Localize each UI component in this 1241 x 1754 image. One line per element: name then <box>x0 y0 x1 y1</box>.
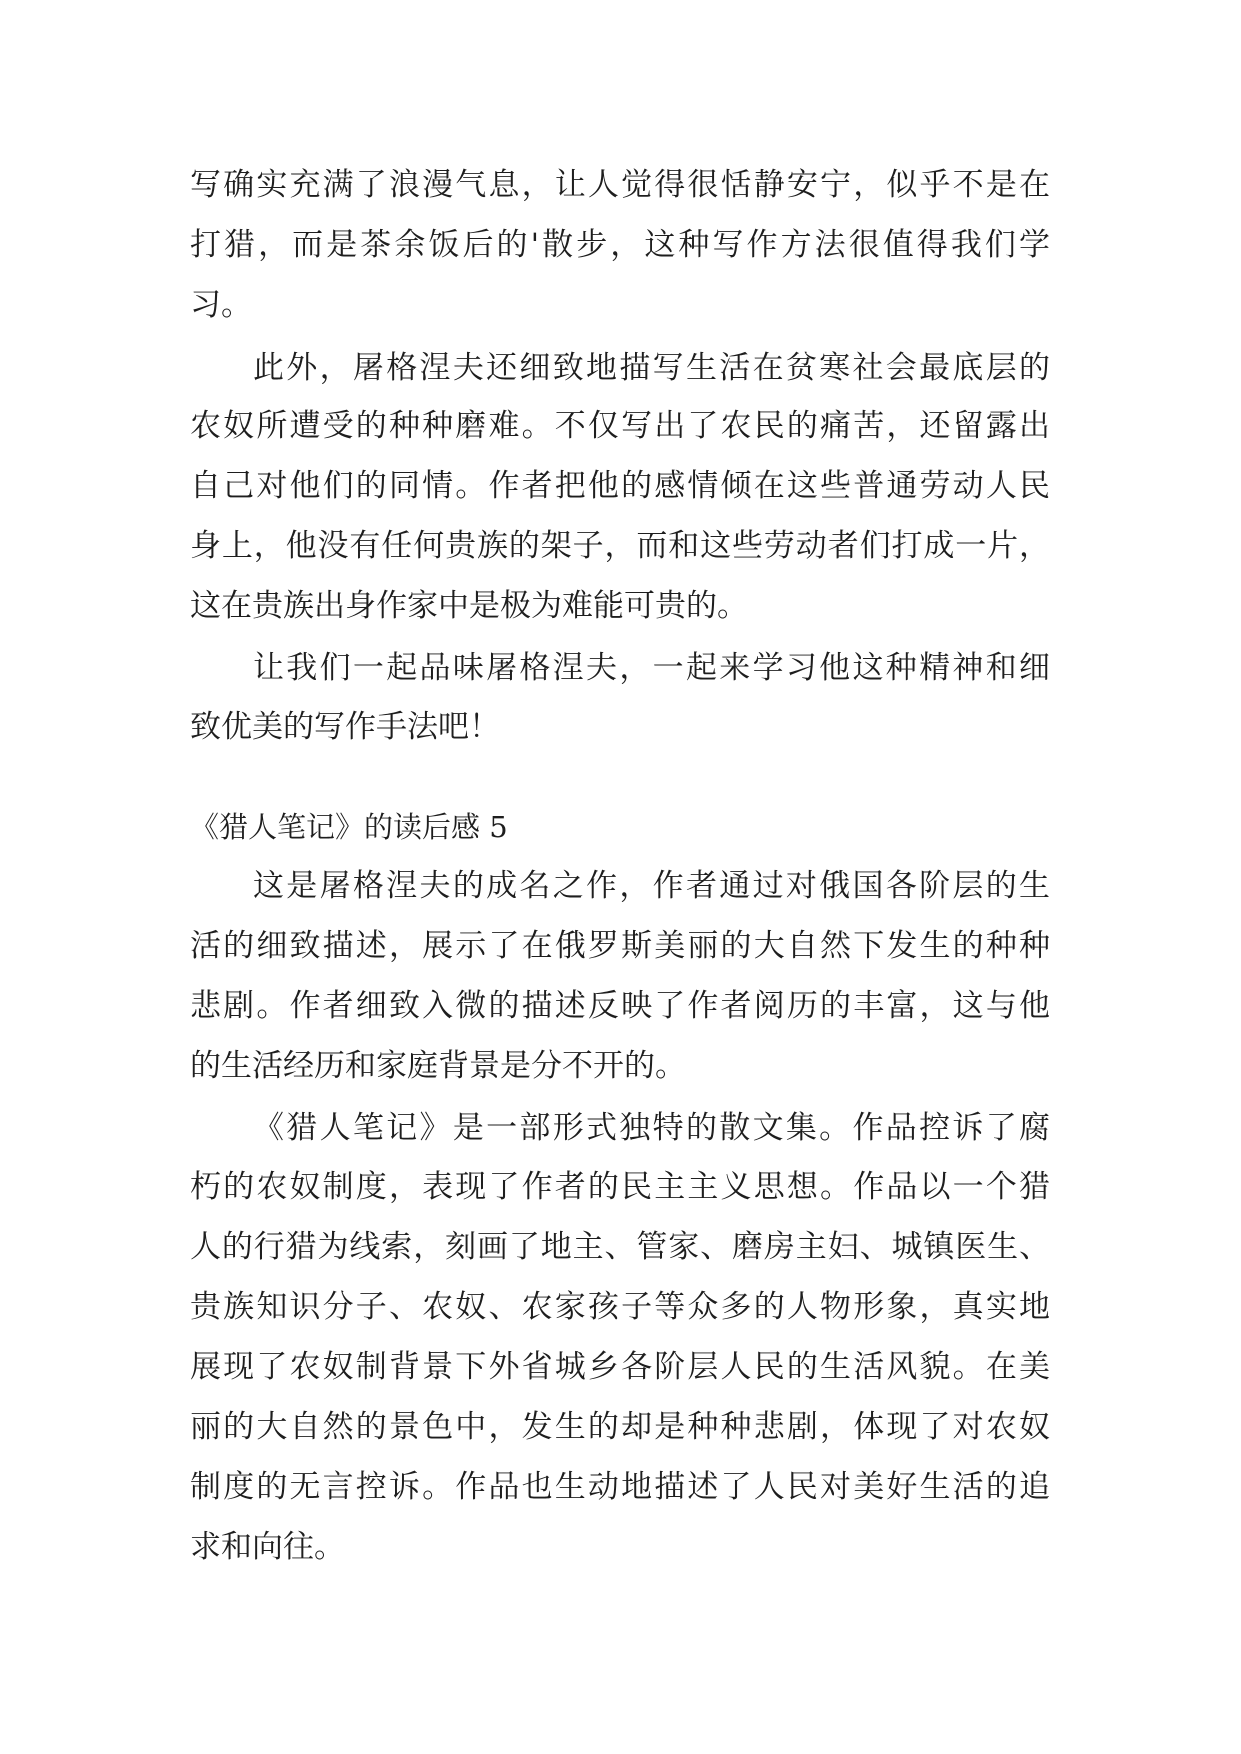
text-line: 朽的农奴制度，表现了作者的民主主义思想。作品以一个猎 <box>190 1169 1050 1205</box>
text-line: 的生活经历和家庭背景是分不开的。 <box>190 1048 686 1084</box>
text-line: 自己对他们的同情。作者把他的感情倾在这些普通劳动人民 <box>190 468 1050 504</box>
text-line: 丽的大自然的景色中，发生的却是种种悲剧，体现了对农奴 <box>190 1409 1050 1445</box>
text-line: 打猎，而是茶余饭后的'散步，这种写作方法很值得我们学 <box>190 227 1050 263</box>
text-line: 这在贵族出身作家中是极为难能可贵的。 <box>190 588 748 624</box>
text-line: 贵族知识分子、农奴、农家孩子等众多的人物形象，真实地 <box>190 1289 1050 1325</box>
text-line: 悲剧。作者细致入微的描述反映了作者阅历的丰富，这与他 <box>190 988 1050 1024</box>
text-line: 这是屠格涅夫的成名之作，作者通过对俄国各阶层的生 <box>253 868 1050 904</box>
text-line: 让我们一起品味屠格涅夫，一起来学习他这种精神和细 <box>253 650 1050 686</box>
text-line: 习。 <box>190 287 252 323</box>
text-line: 此外，屠格涅夫还细致地描写生活在贫寒社会最底层的 <box>253 350 1050 386</box>
text-line: 《猎人笔记》是一部形式独特的散文集。作品控诉了腐 <box>253 1110 1050 1146</box>
text-line: 身上，他没有任何贵族的架子，而和这些劳动者们打成一片， <box>190 528 1050 564</box>
text-line: 致优美的写作手法吧！ <box>190 709 500 745</box>
text-line: 写确实充满了浪漫气息，让人觉得很恬静安宁，似乎不是在 <box>190 167 1050 203</box>
text-line: 展现了农奴制背景下外省城乡各阶层人民的生活风貌。在美 <box>190 1349 1050 1385</box>
section-heading: 《猎人笔记》的读后感 5 <box>190 810 508 844</box>
text-line: 制度的无言控诉。作品也生动地描述了人民对美好生活的追 <box>190 1469 1050 1505</box>
text-line: 求和向往。 <box>190 1529 345 1565</box>
text-line: 农奴所遭受的种种磨难。不仅写出了农民的痛苦，还留露出 <box>190 408 1050 444</box>
text-line: 人的行猎为线索，刻画了地主、管家、磨房主妇、城镇医生、 <box>190 1229 1050 1265</box>
text-line: 活的细致描述，展示了在俄罗斯美丽的大自然下发生的种种 <box>190 928 1050 964</box>
